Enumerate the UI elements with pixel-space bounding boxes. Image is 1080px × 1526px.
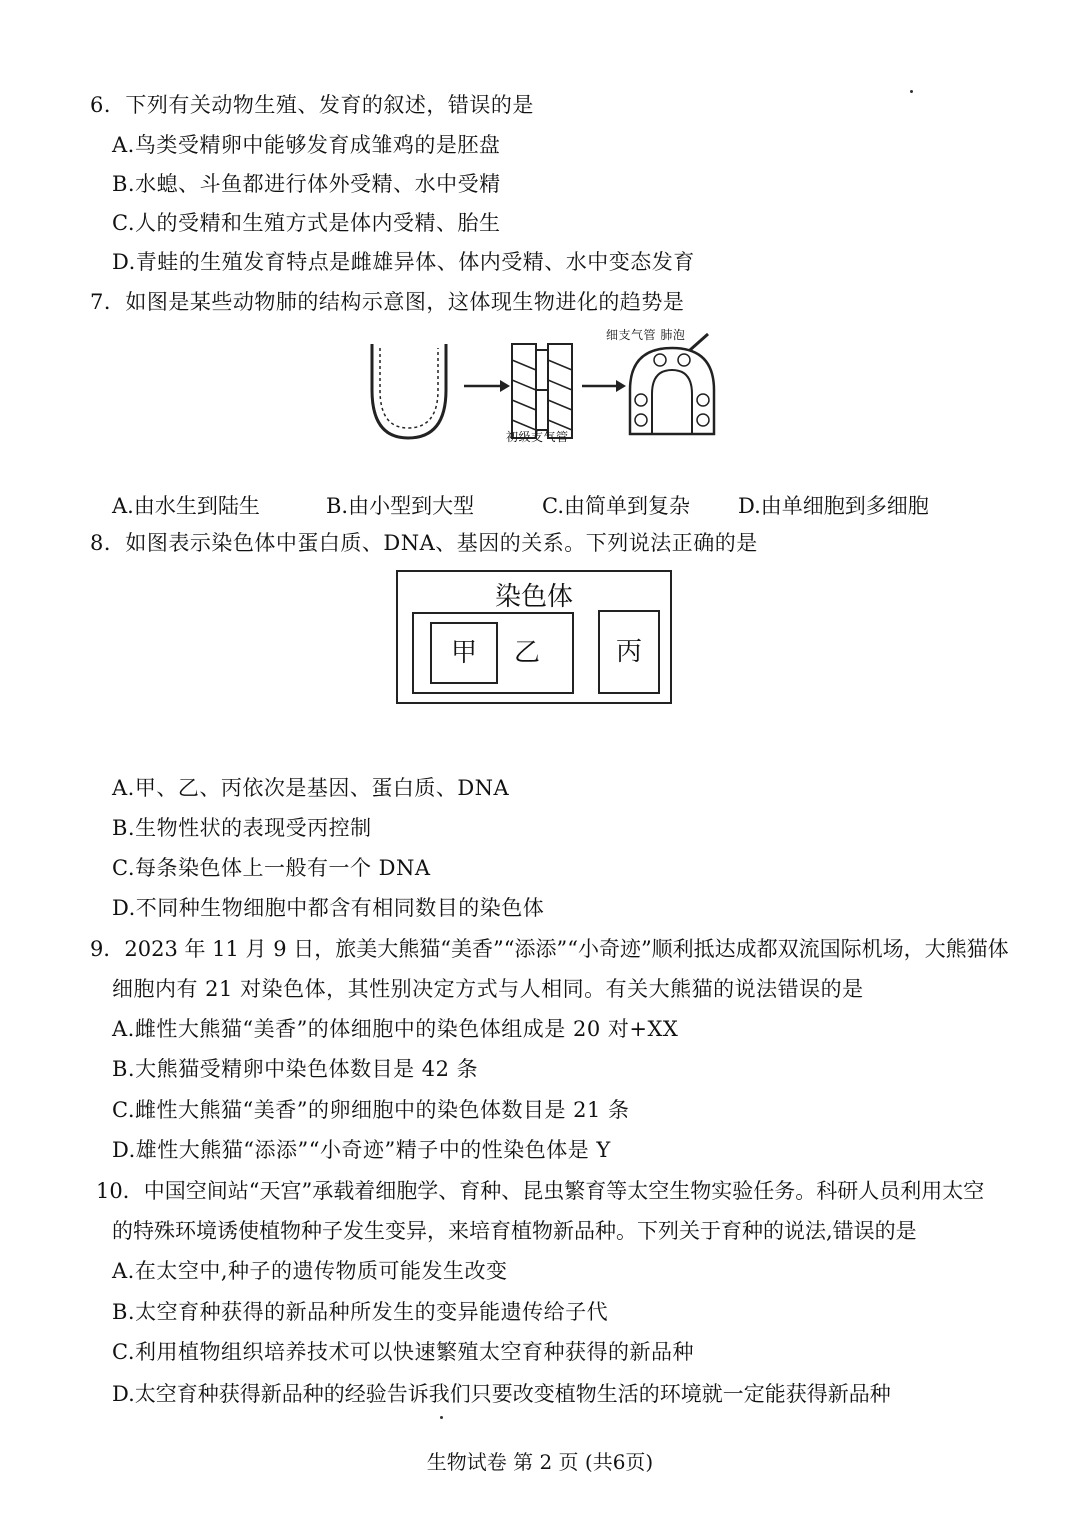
- q10-option-d: D.太空育种获得新品种的经验告诉我们只要改变植物生活的环境就一定能获得新品种: [112, 1382, 891, 1406]
- box-bing: 丙: [598, 610, 660, 694]
- q8-option-a: A.甲、乙、丙依次是基因、蛋白质、DNA: [112, 776, 510, 800]
- q7-option-a: A.由水生到陆生: [112, 494, 260, 518]
- lung-label-top: 细支气管 肺泡: [606, 328, 686, 342]
- page-footer: 生物试卷 第 2 页 (共6页): [426, 1450, 654, 1474]
- q8-option-d: D.不同种生物细胞中都含有相同数目的染色体: [112, 896, 545, 920]
- q9-stem-line1: 9．2023 年 11 月 9 日，旅美大熊猫“美香”“添添”“小奇迹”顺利抵达成都双流国际机场，大熊猫体: [90, 937, 1009, 961]
- q7-options: [112, 490, 972, 520]
- lung-label-bottom: 初级支气管: [506, 430, 569, 444]
- scan-dot: [440, 1416, 443, 1419]
- q9-option-c: C.雌性大熊猫“美香”的卵细胞中的染色体数目是 21 条: [112, 1098, 630, 1122]
- box-jia: 甲: [430, 622, 498, 684]
- q10-stem-line2: 的特殊环境诱使植物种子发生变异，来培育植物新品种。下列关于育种的说法,错误的是: [112, 1219, 917, 1243]
- q10-option-c: C.利用植物组织培养技术可以快速繁殖太空育种获得的新品种: [112, 1340, 694, 1364]
- q6-stem: 6．下列有关动物生殖、发育的叙述，错误的是: [90, 93, 534, 117]
- q7-option-d: D.由单细胞到多细胞: [738, 494, 929, 518]
- q6-option-b: B.水螅、斗鱼都进行体外受精、水中受精: [112, 172, 501, 196]
- q8-option-b: B.生物性状的表现受丙控制: [112, 816, 372, 840]
- q9-option-a: A.雌性大熊猫“美香”的体细胞中的染色体组成是 20 对+XX: [112, 1017, 679, 1041]
- q10-option-b: B.太空育种获得的新品种所发生的变异能遗传给子代: [112, 1300, 609, 1324]
- q7-option-c: C.由简单到复杂: [542, 494, 690, 518]
- scan-dot: [910, 90, 913, 93]
- q8-option-c: C.每条染色体上一般有一个 DNA: [112, 856, 431, 880]
- q7-stem: 7．如图是某些动物肺的结构示意图，这体现生物进化的趋势是: [90, 290, 685, 314]
- q8-stem: 8．如图表示染色体中蛋白质、DNA、基因的关系。下列说法正确的是: [90, 531, 758, 555]
- chromosome-box: [396, 570, 672, 704]
- label-yi: 乙: [514, 638, 541, 668]
- box-yi: [412, 612, 574, 694]
- q10-option-a: A.在太空中,种子的遗传物质可能发生改变: [112, 1259, 508, 1283]
- q6-option-d: D.青蛙的生殖发育特点是雌雄异体、体内受精、水中变态发育: [112, 250, 695, 274]
- q9-option-d: D.雄性大熊猫“添添”“小奇迹”精子中的性染色体是 Y: [112, 1138, 611, 1162]
- q10-stem-line1: 10．中国空间站“天宫”承载着细胞学、育种、昆虫繁育等太空生物实验任务。科研人员利用太空: [96, 1179, 985, 1203]
- chromosome-title: 染色体: [494, 582, 573, 612]
- q7-option-b: B.由小型到大型: [326, 494, 475, 518]
- q9-stem-line2: 细胞内有 21 对染色体，其性别决定方式与人相同。有关大熊猫的说法错误的是: [112, 977, 864, 1001]
- chromosome-diagram: [396, 570, 672, 704]
- q6-option-c: C.人的受精和生殖方式是体内受精、胎生: [112, 211, 501, 235]
- q6-option-a: A.鸟类受精卵中能够发育成雏鸡的是胚盘: [112, 133, 501, 157]
- q9-option-b: B.大熊猫受精卵中染色体数目是 42 条: [112, 1057, 479, 1081]
